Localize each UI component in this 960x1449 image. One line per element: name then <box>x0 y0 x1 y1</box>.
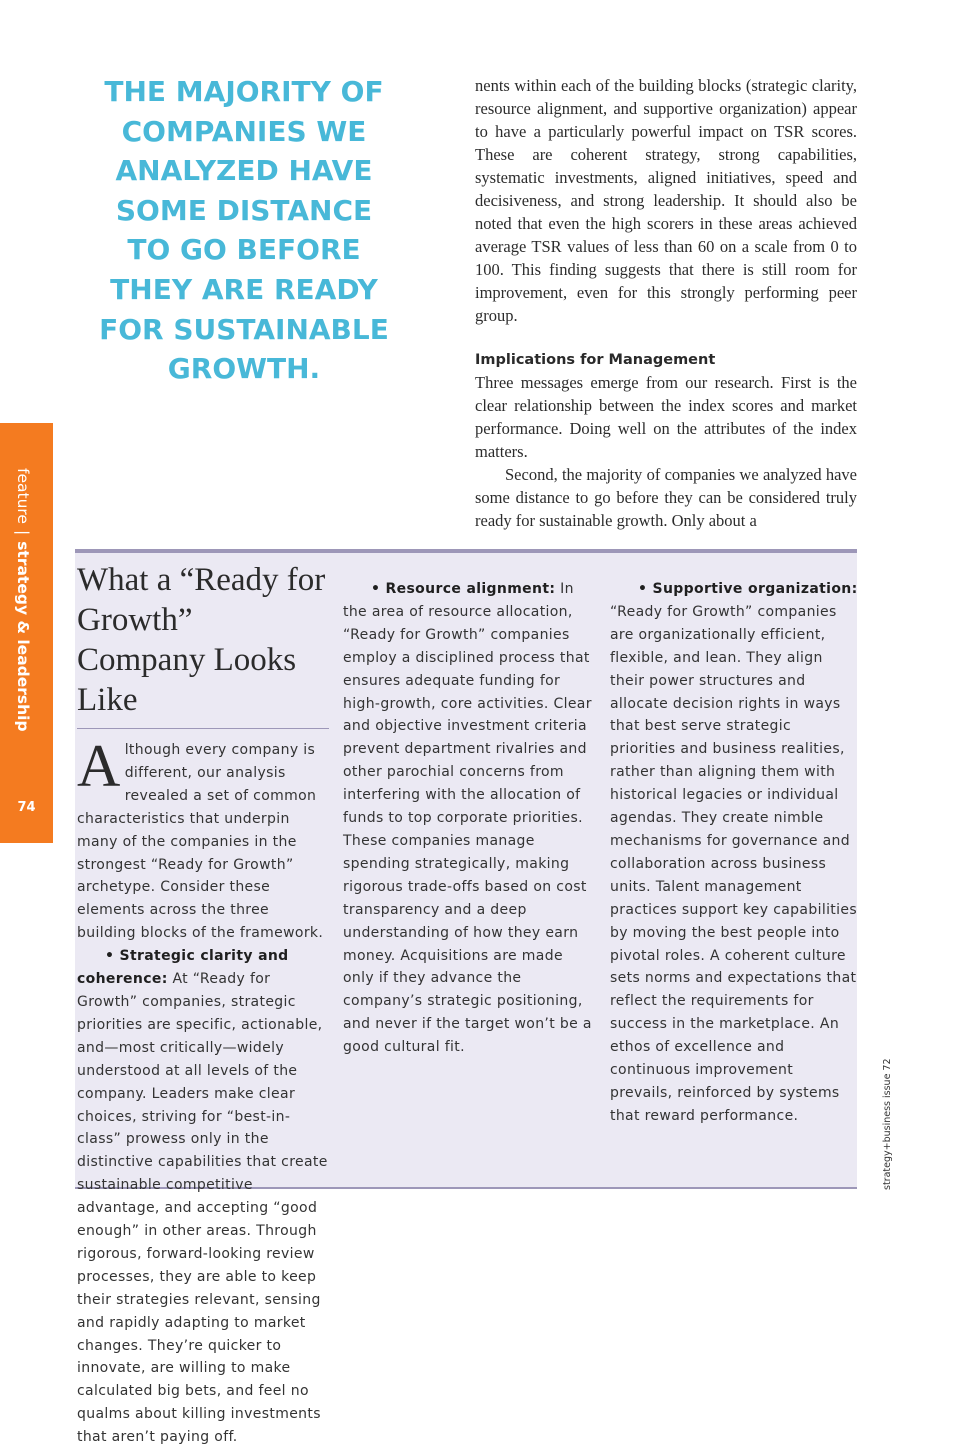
pull-quote-line: TO GO BEFORE <box>127 233 361 267</box>
section-separator: | <box>14 529 32 536</box>
sidebar-intro <box>77 733 329 945</box>
pull-quote-line: ANALYZED HAVE <box>115 154 373 188</box>
pull-quote-line: GROWTH. <box>167 352 321 386</box>
pull-quote-line: COMPANIES WE <box>121 114 367 148</box>
drop-cap: A <box>77 733 121 799</box>
bullet-text: “Ready for Growth” companies are organizationally efficient, flexible, and lean. They align their power structures and allocate decision rights in ways that best serve strategic priorities and business realities, rather than aligning them with historical legacies or individual agendas. They create nimble mechanisms for governance and collaboration across business units. Talent management practices support key capabilities by moving the best people into pivotal roles. A coherent culture sets norms and expectations that reflect the requirements for success in the marketplace. An ethos of excellence and continuous improvement prevails, reinforced by systems that reward performance. <box>610 603 857 1124</box>
pull-quote-line: SOME DISTANCE <box>115 193 373 227</box>
sidebar-bullet-supportive-organization <box>610 578 860 1128</box>
bullet-text: In the area of resource allocation, “Ready for Growth” companies employ a disciplined process that ensures adequate funding for high-growth, core activities. Clear and objective investment criteria prevent department rivalries and other parochial concerns from interfering with the allocation of funds to top corporate priorities. These companies manage spending strategically, making rigorous trade-offs based on cost transparency and a deep understanding of how they earn money. Acquisitions are made only if they advance the company’s strategic positioning, and never if the target won’t be a good cultural fit. <box>343 581 592 1056</box>
sidebar-title: What a “Ready for Growth” Company Looks Like <box>77 560 329 729</box>
footer-credit <box>882 1058 906 1315</box>
article-paragraph: Three messages emerge from our research. First is the clear relationship between the index scores and market performance. Doing well on the attributes of the index matters. <box>475 373 857 461</box>
pull-quote-line: THEY ARE READY <box>110 272 378 306</box>
section-topic: strategy & leadership <box>14 541 32 732</box>
section-label <box>14 468 32 732</box>
sidebar-column-1 <box>77 562 329 1449</box>
section-name: feature <box>14 468 32 524</box>
pull-quote-line: FOR SUSTAINABLE <box>99 312 389 346</box>
bullet-label: • Resource alignment: <box>371 581 556 597</box>
sidebar-column-3 <box>610 578 860 1128</box>
bullet-label: • Strategic clarity and coherence: <box>77 948 289 988</box>
bullet-text: At “Ready for Growth” companies, strategic priorities are specific, actionable, and—most critically—widely understood at all levels of the company. Leaders make clear choices, striving for “best-in-class” prowess only in the distinctive capabilities that create sustainable competitive advantage, and accepting “good enough” in other areas. Through rigorous, forward-looking review processes, they are able to keep their strategies relevant, sensing and rapidly adapting to market changes. They’re quicker to innovate, are willing to make calculated big bets, and feel no qualms about killing investments that aren’t paying off. <box>77 971 328 1446</box>
footer-text: strategy+business issue 72 <box>882 1058 893 1190</box>
sidebar-column-2 <box>343 578 593 1059</box>
section-heading: Implications for Management <box>475 352 716 368</box>
page-number: 74 <box>17 800 36 815</box>
article-paragraph: Second, the majority of companies we analyzed have some distance to go before they can be considered truly ready for sustainable growth. Only about a <box>475 465 857 530</box>
sidebar-bullet-resource-alignment <box>343 578 593 1059</box>
pull-quote-line: THE MAJORITY OF <box>104 75 384 108</box>
main-article-column <box>475 74 857 532</box>
pull-quote <box>80 72 408 389</box>
sidebar-intro-text: lthough every company is different, our analysis revealed a set of common characteristics that underpin many of the companies in the strongest “Ready for Growth” archetype. Consider these elements across the three building blocks of the framework. <box>77 742 324 942</box>
bullet-label: • Supportive organization: <box>638 581 858 597</box>
article-paragraph: nents within each of the building blocks (strategic clarity, resource alignment, and supportive organization) appear to have a particularly powerful impact on TSR scores. These are coherent strategy, strong capabilities, systematic investments, aligned initiatives, speed and decisiveness, and strong leadership. It should also be noted that even the high scorers in these areas achieved average TSR values of less than 60 on a scale from 0 to 100. This finding suggests that there is still room for improvement, even for this strongly performing peer group. <box>475 76 857 325</box>
sidebar-bullet-strategic-clarity <box>77 945 329 1449</box>
